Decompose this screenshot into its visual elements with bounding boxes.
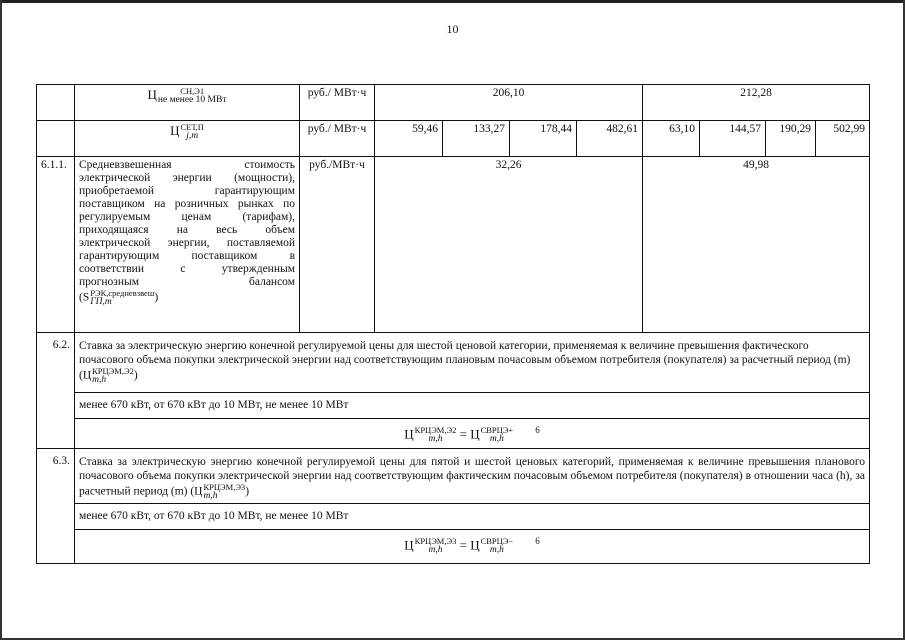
desc-line: электрической энергии, поставляемой [79, 237, 295, 249]
desc-symbol: (S [79, 291, 90, 304]
footnote-marker: 6 [535, 425, 540, 435]
value-cell: 59,46 [375, 121, 443, 157]
param-symbol: Ц [170, 123, 180, 138]
formula-left-sup: КРЦЭМ,Э2 [414, 425, 457, 436]
desc-line: приходящаяся на весь объем [79, 224, 295, 236]
param-sup: СЕТ,П [180, 122, 204, 133]
rate-description: Ставка за электрическую энергию конечной регулируемой цены для шестой ценовой категории, применяемая к величине превышения фактического почасового объема покупки электрической энергии над соответствующим плановым почасовым объемом потребителя (покупателя) за расчетный период (m) (Ц [79, 340, 851, 382]
table-row [37, 121, 870, 157]
value-cell: 482,61 [577, 121, 643, 157]
footnote-marker: 6 [535, 536, 540, 546]
row-number-cell [37, 121, 75, 157]
table-row [37, 530, 870, 564]
formula-left-symbol: Ц [404, 426, 414, 442]
rate-sup: КРЦЭМ,Э2 [92, 366, 134, 376]
rate-close: ) [245, 485, 250, 498]
formula-right-sub: m,h [489, 434, 504, 445]
table-row [37, 419, 870, 449]
category-cell: менее 670 кВт, от 670 кВт до 10 МВт, не менее 10 МВт [75, 393, 870, 419]
param-sup: СН,Э1 [180, 86, 205, 97]
desc-line: электрической энергии (мощности), [79, 172, 295, 184]
formula-equals: = Ц [456, 426, 480, 442]
scan-edge-left [0, 0, 2, 640]
value-cell-right: 212,28 [643, 85, 870, 121]
formula-left-sub: m,h [428, 434, 443, 445]
value-cell: 502,99 [816, 121, 870, 157]
rate-sub: m,h [203, 491, 218, 501]
value-cell: 144,57 [700, 121, 766, 157]
formula-left-symbol: Ц [404, 537, 414, 553]
desc-line: приобретаемой гарантирующим [79, 185, 295, 197]
desc-line: поставщиком на розничных рынках по [79, 198, 295, 210]
row-number-cell: 6.2. [37, 333, 75, 449]
formula-cell [75, 419, 870, 449]
value-cell-right: 49,98 [643, 157, 870, 333]
value-cell-left: 32,26 [375, 157, 643, 333]
table-row [37, 333, 870, 393]
parameter-cell [75, 121, 300, 157]
desc-line: соответствии с утвержденным [79, 263, 295, 275]
formula-right-sup: СВРЦЭ+ [480, 425, 514, 436]
row-number-cell: 6.3. [37, 449, 75, 564]
formula-right-sub: m,h [489, 545, 504, 556]
table-row [37, 85, 870, 121]
desc-line: гарантирующим поставщиком в [79, 250, 295, 262]
table-row [37, 449, 870, 504]
rate-description: Ставка за электрическую энергию конечной регулируемой цены для пятой и шестой ценовых категорий, применяемая к величине превышения планового почасового объема покупки электрической энергии над соответствующим фактическим почасовым объемом потребителя (покупателя) в отношении часа (h), за расчетный период (m) (Ц [79, 456, 865, 498]
rate-sub: m,h [92, 375, 107, 385]
scan-edge-top [0, 0, 905, 3]
unit-cell: руб./МВт·ч [300, 157, 375, 333]
description-cell [75, 157, 300, 333]
formula-left-sup: КРЦЭМ,Э3 [414, 536, 457, 547]
row-number-cell [37, 85, 75, 121]
param-symbol: Ц [147, 87, 157, 102]
param-sub: j,m [186, 131, 199, 142]
formula-equals: = Ц [456, 537, 480, 553]
row-number-cell: 6.1.1. [37, 157, 75, 333]
rate-sup: КРЦЭМ,Э3 [203, 482, 246, 492]
value-cell-left: 206,10 [375, 85, 643, 121]
param-sub: не менее 10 МВт [157, 95, 227, 106]
table-row [37, 504, 870, 530]
formula-cell [75, 530, 870, 564]
table-row [37, 157, 870, 333]
table-row [37, 393, 870, 419]
value-cell: 190,29 [766, 121, 816, 157]
desc-line: регулируемым ценам (тарифам), [79, 211, 295, 223]
category-cell: менее 670 кВт, от 670 кВт до 10 МВт, не менее 10 МВт [75, 504, 870, 530]
unit-cell: руб./ МВт·ч [300, 85, 375, 121]
rate-description-cell [75, 449, 870, 504]
value-cell: 63,10 [643, 121, 700, 157]
tariff-table [36, 84, 870, 564]
desc-sup: РЭК,средневзвеш [90, 288, 155, 298]
parameter-cell [75, 85, 300, 121]
desc-close: ) [154, 291, 159, 304]
rate-description-cell [75, 333, 870, 393]
value-cell: 133,27 [443, 121, 510, 157]
desc-symbol-line [79, 289, 295, 307]
unit-cell: руб./ МВт·ч [300, 121, 375, 157]
page-number: 10 [446, 22, 459, 36]
value-cell: 178,44 [510, 121, 577, 157]
formula-right-sup: СВРЦЭ− [480, 536, 514, 547]
rate-close: ) [133, 369, 138, 382]
desc-sub: ГП,m [90, 297, 112, 307]
desc-line: Средневзвешенная стоимость [79, 159, 295, 171]
formula-left-sub: m,h [428, 545, 443, 556]
desc-line: прогнозным балансом [79, 276, 295, 288]
